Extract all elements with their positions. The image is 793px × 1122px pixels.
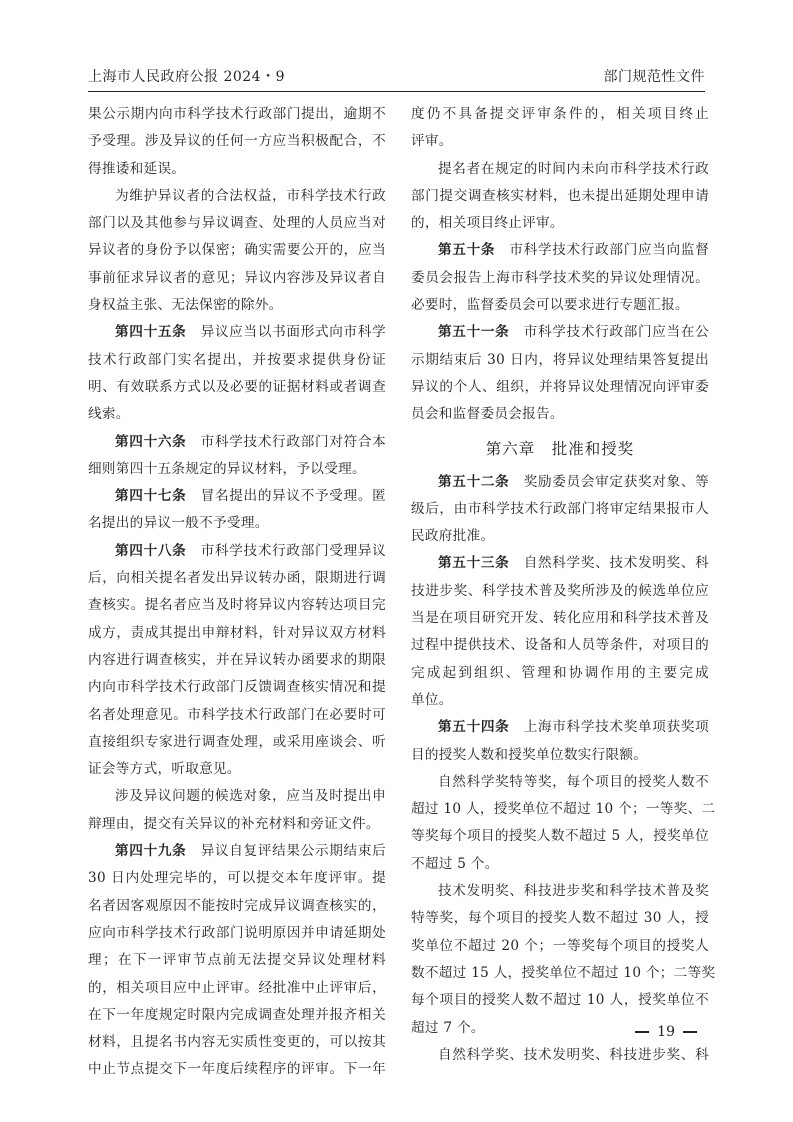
line-text: 直接组织专家进行调查处理，或采用座谈会、听	[88, 733, 386, 750]
line-text: 技术发明奖、科技进步奖和科学技术普及奖	[438, 883, 709, 900]
text-line	[411, 578, 709, 605]
text-line	[88, 237, 386, 264]
line-text: 线索。	[88, 406, 130, 423]
text-line	[88, 292, 386, 319]
text-line	[88, 920, 386, 947]
line-text: 委员会报告上海市科学技术奖的异议处理情况。	[411, 269, 709, 286]
text-line	[88, 1029, 386, 1056]
line-text: 中止节点提交下一年度后续程序的评审。下一年	[88, 1061, 386, 1078]
text-line	[411, 605, 709, 632]
line-text: 内向市科学技术行政部门反馈调查核实情况和提	[88, 679, 386, 696]
line-text: 予受理。涉及异议的任何一方应当积极配合，不	[88, 133, 386, 150]
article-number: 第五十四条	[438, 719, 510, 736]
line-text: 理；在下一评审节点前无法提交异议处理材料	[88, 952, 386, 969]
line-text: 单位。	[411, 691, 453, 708]
line-text: 辩理由，提交有关异议的补充材料和旁证文件。	[88, 815, 380, 832]
text-line	[88, 401, 386, 428]
text-line	[411, 183, 709, 210]
text-line	[88, 865, 386, 892]
line-text: 自然科学奖、技术发明奖、科技进步奖、科	[438, 1046, 709, 1063]
line-text: 市科学技术行政部门应当在公	[509, 324, 709, 341]
line-text: 奖励委员会审定获奖对象、等	[509, 473, 709, 490]
text-line	[88, 510, 386, 537]
text-line	[88, 756, 386, 783]
line-text: 上海市科学技术奖单项获奖项	[509, 719, 709, 736]
section-title: 部门规范性文件	[603, 69, 705, 85]
line-text: 应向市科学技术行政部门说明原因并申请延期处	[88, 924, 386, 941]
line-text: 的，相关项目终止评审。	[411, 215, 564, 232]
text-line	[411, 878, 709, 905]
text-line	[88, 210, 386, 237]
text-line	[88, 838, 386, 865]
line-text: 过程中提供技术、设备和人员等条件，对项目的	[411, 637, 709, 654]
line-text: 部门以及其他参与异议调查、处理的人员应当对	[88, 215, 386, 232]
text-line	[411, 128, 709, 155]
line-text: 提名者在规定的时间内未向市科学技术行政	[438, 160, 709, 177]
text-line	[88, 674, 386, 701]
page-number-text: 19	[657, 1024, 675, 1040]
text-line	[411, 469, 709, 496]
line-text: 涉及异议问题的候选对象，应当及时提出申	[115, 788, 386, 805]
line-text: 名者处理意见。市科学技术行政部门在必要时可	[88, 706, 386, 723]
line-text: 特等奖，每个项目的授奖人数不超过 30 人，授	[411, 910, 709, 927]
line-text: 后，向相关提名者发出异议转办函，限期进行调	[88, 570, 386, 587]
chapter-heading: 第六章 批准和授奖	[485, 439, 635, 458]
line-text: 自然科学奖、技术发明奖、科	[509, 555, 709, 572]
line-text: 技术行政部门实名提出，并按要求提供身份证	[88, 351, 386, 368]
line-text: 细则第四十五条规定的异议材料，予以受理。	[88, 460, 366, 477]
line-text: 事前征求异议者的意见；异议内容涉及异议者自	[88, 269, 386, 286]
line-text: 果公示期内向市科学技术行政部门提出，逾期不	[88, 106, 386, 122]
text-line	[411, 374, 709, 401]
text-line	[411, 687, 709, 714]
text-line	[88, 183, 386, 210]
line-text: 异议自复评结果公示期结束后	[186, 843, 386, 860]
article-number: 第五十条	[438, 242, 496, 259]
article-number: 第五十二条	[438, 473, 510, 490]
text-line	[411, 823, 709, 850]
text-line	[411, 987, 709, 1014]
text-line	[411, 933, 709, 960]
article-number: 第五十一条	[438, 324, 510, 341]
text-line	[411, 550, 709, 577]
line-text: 部门提交调查核实材料，也未提出延期处理申请	[411, 187, 709, 204]
text-line	[411, 851, 709, 878]
text-line	[411, 210, 709, 237]
line-text: 完成起到组织、管理和协调作用的主要完成	[411, 664, 709, 681]
line-text: 冒名提出的异议不予受理。匿	[186, 488, 386, 505]
line-text: 度仍不具备提交评审条件的，相关项目终止	[411, 106, 709, 122]
line-text: 身权益主张、无法保密的除外。	[88, 297, 283, 314]
line-text: 成方，责成其提出申辩材料，针对异议双方材料	[88, 624, 386, 641]
text-line	[411, 796, 716, 823]
text-line	[411, 265, 709, 292]
header-rule	[88, 91, 705, 92]
article-number: 第四十九条	[115, 843, 187, 860]
line-text: 市科学技术行政部门对符合本	[186, 433, 386, 450]
article-number: 第四十五条	[115, 324, 187, 341]
line-text: 民政府批准。	[411, 528, 495, 545]
text-line	[88, 101, 386, 128]
text-line	[411, 347, 709, 374]
text-line	[411, 237, 709, 264]
text-line	[88, 265, 386, 292]
left-column	[88, 101, 386, 1084]
line-text: 名提出的异议一般不予受理。	[88, 515, 269, 532]
text-line	[88, 347, 386, 374]
text-line	[411, 101, 709, 128]
text-line	[88, 319, 386, 346]
text-line	[88, 1056, 386, 1083]
text-line	[88, 565, 386, 592]
article-number: 第四十七条	[115, 488, 187, 505]
line-text: 示期结束后 30 日内，将异议处理结果答复提出	[411, 351, 709, 368]
text-line	[88, 592, 386, 619]
text-line	[88, 729, 386, 756]
line-text: 证会等方式，听取意见。	[88, 761, 241, 778]
line-text: 评审。	[411, 133, 453, 150]
line-text: 超过 7 个。	[411, 1019, 485, 1036]
article-number: 第四十六条	[115, 433, 187, 450]
text-line	[411, 523, 709, 550]
line-text: 目的授奖人数和授奖单位数实行限额。	[411, 746, 648, 763]
dash-left	[635, 1031, 649, 1033]
article-number: 第五十三条	[438, 555, 510, 572]
text-line	[88, 947, 386, 974]
text-line	[411, 1042, 709, 1069]
text-line	[88, 156, 386, 183]
line-text: 内容进行调查核实，并在异议转办函要求的期限	[88, 651, 386, 668]
text-line	[88, 975, 386, 1002]
right-column	[411, 101, 716, 1069]
line-text: 在下一年度规定时限内完成调查处理并报齐相关	[88, 1006, 386, 1023]
line-text: 明、有效联系方式以及必要的证据材料或者调查	[88, 378, 386, 395]
line-text: 等奖每个项目的授奖人数不超过 5 人，授奖单位	[411, 828, 709, 845]
line-text: 当是在项目研究开发、转化应用和科学技术普及	[411, 610, 709, 627]
text-line	[411, 960, 716, 987]
text-line	[411, 714, 709, 741]
text-line	[411, 156, 709, 183]
text-line	[411, 496, 709, 523]
text-line	[88, 429, 386, 456]
text-line	[411, 769, 709, 796]
text-line	[88, 483, 386, 510]
line-text: 异议应当以书面形式向市科学	[186, 324, 386, 341]
line-text: 员会和监督委员会报告。	[411, 406, 564, 423]
text-line	[88, 456, 386, 483]
line-text: 必要时，监督委员会可以要求进行专题汇报。	[411, 297, 689, 314]
text-line	[411, 292, 709, 319]
text-line	[88, 702, 386, 729]
line-text: 数不超过 15 人，授奖单位不超过 10 个；二等奖	[411, 964, 716, 981]
text-line	[88, 811, 386, 838]
line-text: 市科学技术行政部门应当向监督	[495, 242, 710, 259]
text-line	[88, 783, 386, 810]
text-line	[88, 1002, 386, 1029]
text-line	[88, 128, 386, 155]
line-text: 得推诿和延误。	[88, 160, 186, 177]
text-line	[88, 374, 386, 401]
line-text: 技进步奖、科学技术普及奖所涉及的候选单位应	[411, 582, 709, 599]
text-line	[411, 742, 709, 769]
line-text: 奖单位不超过 20 个；一等奖每个项目的授奖人	[411, 937, 709, 954]
text-line	[88, 620, 386, 647]
line-text: 材料，且提名书内容无实质性变更的，可以按其	[88, 1034, 386, 1051]
text-line	[88, 893, 386, 920]
line-text: 查核实。提名者应当及时将异议内容转达项目完	[88, 597, 386, 614]
line-text: 超过 10 人，授奖单位不超过 10 个；一等奖、二	[411, 801, 716, 818]
line-text: 为维护异议者的合法权益，市科学技术行政	[115, 187, 386, 204]
line-text: 30 日内处理完毕的，可以提交本年度评审。提	[88, 870, 386, 887]
text-line	[88, 647, 386, 674]
text-line	[411, 319, 709, 346]
text-line	[411, 632, 709, 659]
text-line	[411, 660, 709, 687]
line-text: 异议的个人、组织，并将异议处理情况向评审委	[411, 378, 709, 395]
line-text: 自然科学奖特等奖，每个项目的授奖人数不	[438, 773, 709, 790]
text-line	[411, 905, 709, 932]
text-line	[88, 538, 386, 565]
text-line	[411, 401, 709, 428]
line-text: 的，相关项目应中止评审。经批准中止评审后，	[88, 979, 386, 996]
page-number	[627, 1024, 705, 1040]
publication-title: 上海市人民政府公报 2024・9	[88, 69, 285, 85]
article-number: 第四十八条	[115, 542, 187, 559]
line-text: 异议者的身份予以保密；确实需要公开的，应当	[88, 242, 386, 259]
line-text: 每个项目的授奖人数不超过 10 人，授奖单位不	[411, 992, 709, 1009]
line-text: 市科学技术行政部门受理异议	[186, 542, 386, 559]
line-text: 名者因客观原因不能按时完成异议调查核实的，	[88, 897, 386, 914]
dash-right	[683, 1031, 697, 1033]
line-text: 级后，由市科学技术行政部门将审定结果报市人	[411, 500, 709, 517]
line-text: 不超过 5 个。	[411, 855, 499, 872]
